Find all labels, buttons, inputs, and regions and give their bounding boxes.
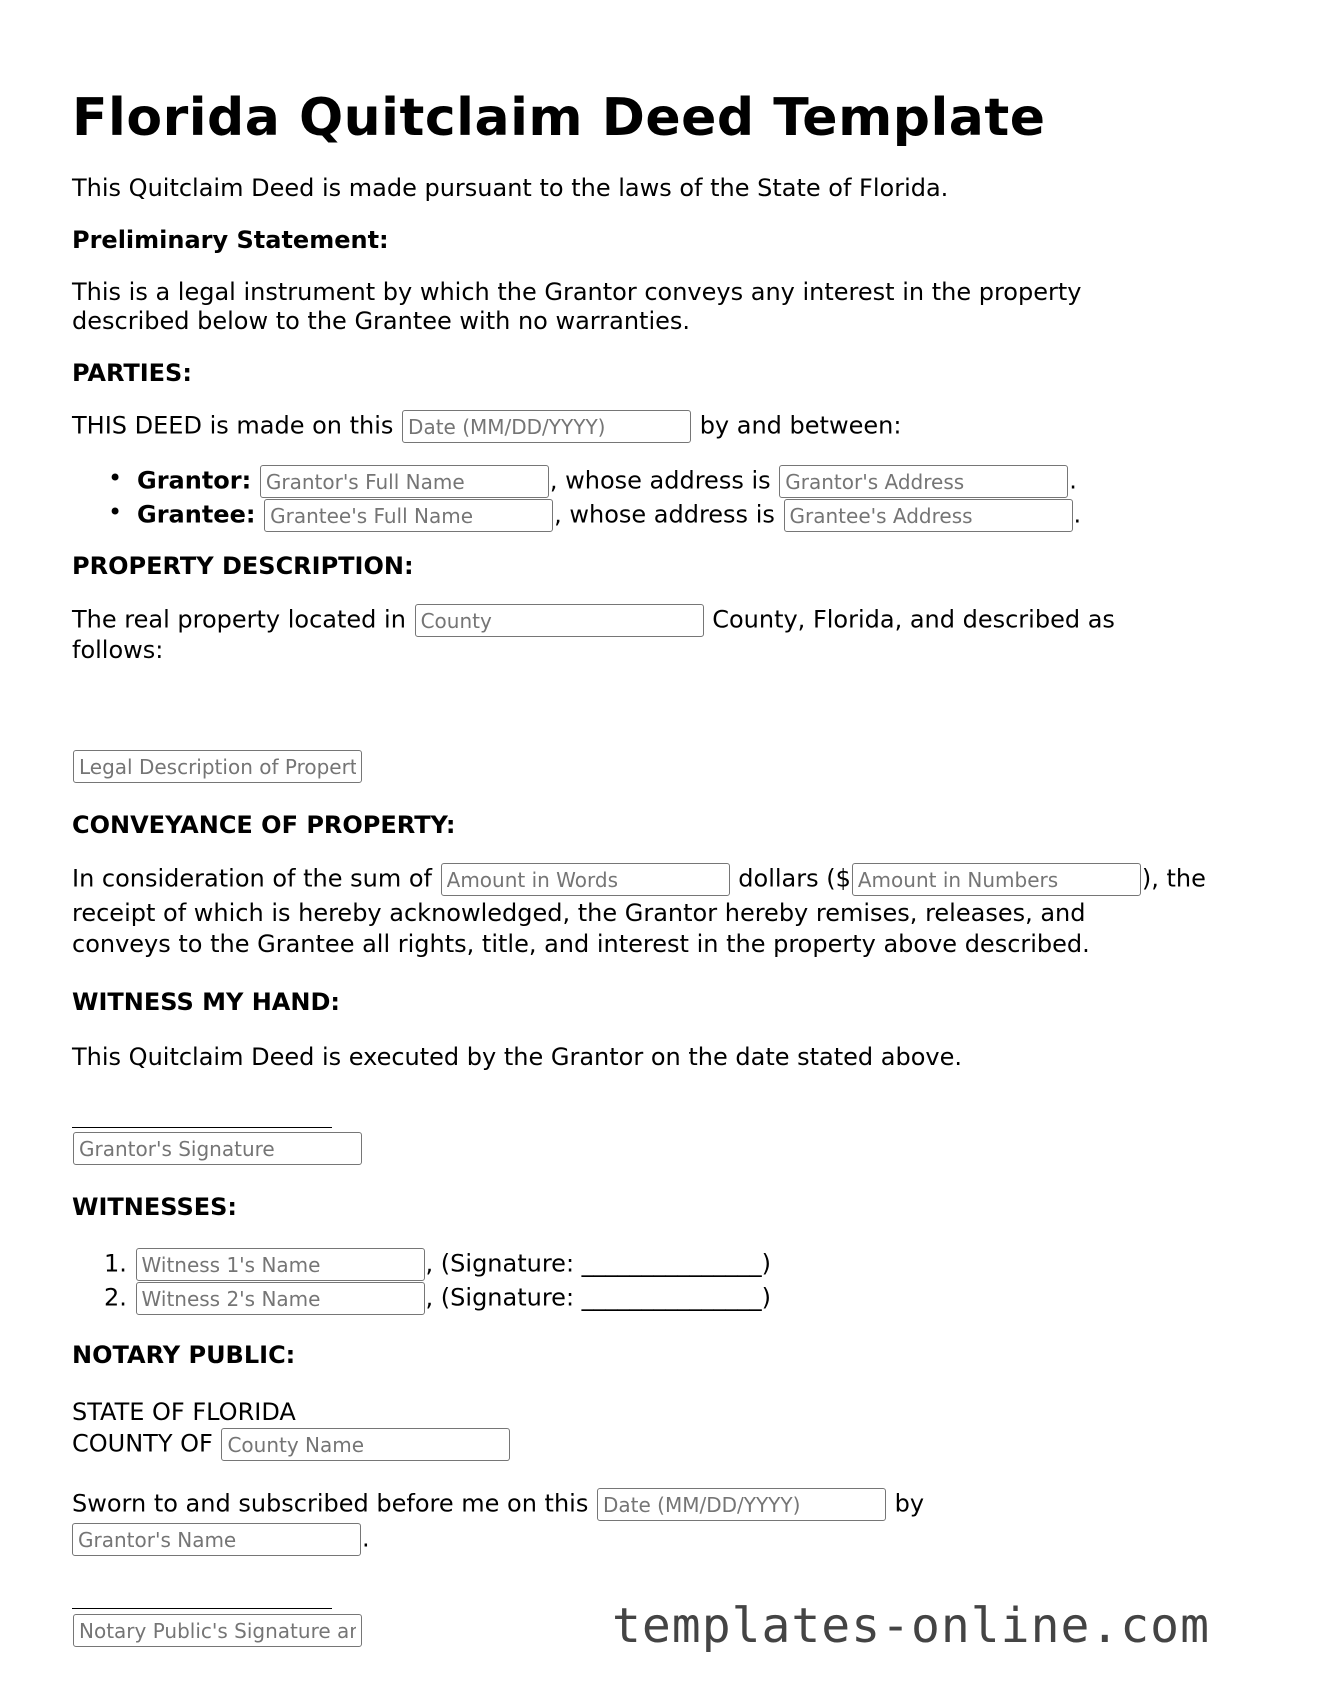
sworn-by: by — [894, 1489, 925, 1518]
grantee-label: Grantee: — [137, 500, 256, 529]
preliminary-heading: Preliminary Statement: — [72, 226, 389, 254]
parties-heading: PARTIES: — [72, 359, 192, 387]
sworn-line — [72, 1488, 924, 1521]
consideration-prefix: In consideration of the sum of — [72, 864, 432, 893]
witness-hand-text: This Quitclaim Deed is executed by the Grantor on the date stated above. — [72, 1043, 963, 1071]
witness-1-signature-text: , (Signature: _______________) — [425, 1249, 772, 1278]
conveyance-line-2: receipt of which is hereby acknowledged, the Grantor hereby remises, releases, and — [72, 899, 1086, 927]
deed-date-input[interactable] — [402, 410, 691, 443]
grantee-period: . — [1073, 500, 1082, 529]
watermark-text: templates-online.com — [612, 1598, 1210, 1654]
grantor-signature-input[interactable] — [73, 1132, 362, 1165]
legal-description-input[interactable] — [73, 750, 362, 783]
grantee-address-input[interactable] — [784, 499, 1073, 532]
notary-signature-line — [72, 1608, 332, 1609]
witness-hand-heading: WITNESS MY HAND: — [72, 988, 340, 1016]
witness-item — [104, 1282, 771, 1315]
grantee-name-input[interactable] — [264, 499, 553, 532]
dollars-text: dollars ($ — [738, 864, 851, 893]
grantor-period: . — [1069, 466, 1077, 495]
page-title: Florida Quitclaim Deed Template — [72, 88, 1046, 148]
grantor-address-input[interactable] — [779, 465, 1068, 498]
grantee-address-text: , whose address is — [554, 500, 775, 529]
notary-heading: NOTARY PUBLIC: — [72, 1341, 296, 1369]
property-prefix: The real property located in — [72, 605, 406, 634]
conveyance-heading: CONVEYANCE OF PROPERTY: — [72, 811, 456, 839]
grantor-address-text: , whose address is — [549, 466, 771, 495]
consideration-suffix: ), the — [1141, 864, 1206, 893]
preliminary-line-2: described below to the Grantee with no warranties. — [72, 307, 691, 335]
grantee-line — [137, 499, 1081, 532]
notary-county-prefix: COUNTY OF — [72, 1429, 213, 1458]
county-input[interactable] — [415, 604, 704, 637]
consideration-line — [72, 863, 1206, 896]
grantor-signature-line — [72, 1127, 332, 1128]
sworn-period: . — [362, 1524, 370, 1553]
amount-words-input[interactable] — [441, 863, 730, 896]
bullet-dot: • — [108, 464, 123, 492]
grantor-line — [137, 465, 1077, 498]
sworn-date-input[interactable] — [597, 1488, 886, 1521]
sworn-name-line — [72, 1523, 370, 1556]
witness-1-name-input[interactable] — [136, 1248, 425, 1281]
witness-2-name-input[interactable] — [136, 1282, 425, 1315]
grantor-name-input[interactable] — [260, 465, 549, 498]
bullet-dot: • — [108, 498, 123, 526]
notary-signature-input[interactable] — [73, 1614, 362, 1647]
property-location-line — [72, 604, 1115, 637]
property-suffix: County, Florida, and described as — [712, 605, 1115, 634]
witness-item — [104, 1248, 771, 1281]
notary-county-input[interactable] — [221, 1428, 510, 1461]
deed-date-prefix: THIS DEED is made on this — [72, 411, 394, 440]
deed-date-line — [72, 410, 901, 443]
witnesses-heading: WITNESSES: — [72, 1193, 238, 1221]
witness-number: 1. — [104, 1249, 127, 1278]
witness-2-signature-text: , (Signature: _______________) — [425, 1283, 772, 1312]
property-follows: follows: — [72, 636, 164, 664]
deed-date-suffix: by and between: — [699, 411, 902, 440]
conveyance-line-3: conveys to the Grantee all rights, title, and interest in the property above described. — [72, 930, 1090, 958]
amount-numbers-input[interactable] — [852, 863, 1141, 896]
property-heading: PROPERTY DESCRIPTION: — [72, 552, 414, 580]
intro-text: This Quitclaim Deed is made pursuant to the laws of the State of Florida. — [72, 174, 949, 202]
grantor-label: Grantor: — [137, 466, 252, 495]
witness-number: 2. — [104, 1283, 127, 1312]
notary-state: STATE OF FLORIDA — [72, 1398, 296, 1426]
sworn-prefix: Sworn to and subscribed before me on this — [72, 1489, 589, 1518]
notary-county-line — [72, 1428, 511, 1461]
preliminary-line-1: This is a legal instrument by which the Grantor conveys any interest in the property — [72, 278, 1082, 306]
sworn-grantor-name-input[interactable] — [72, 1523, 361, 1556]
